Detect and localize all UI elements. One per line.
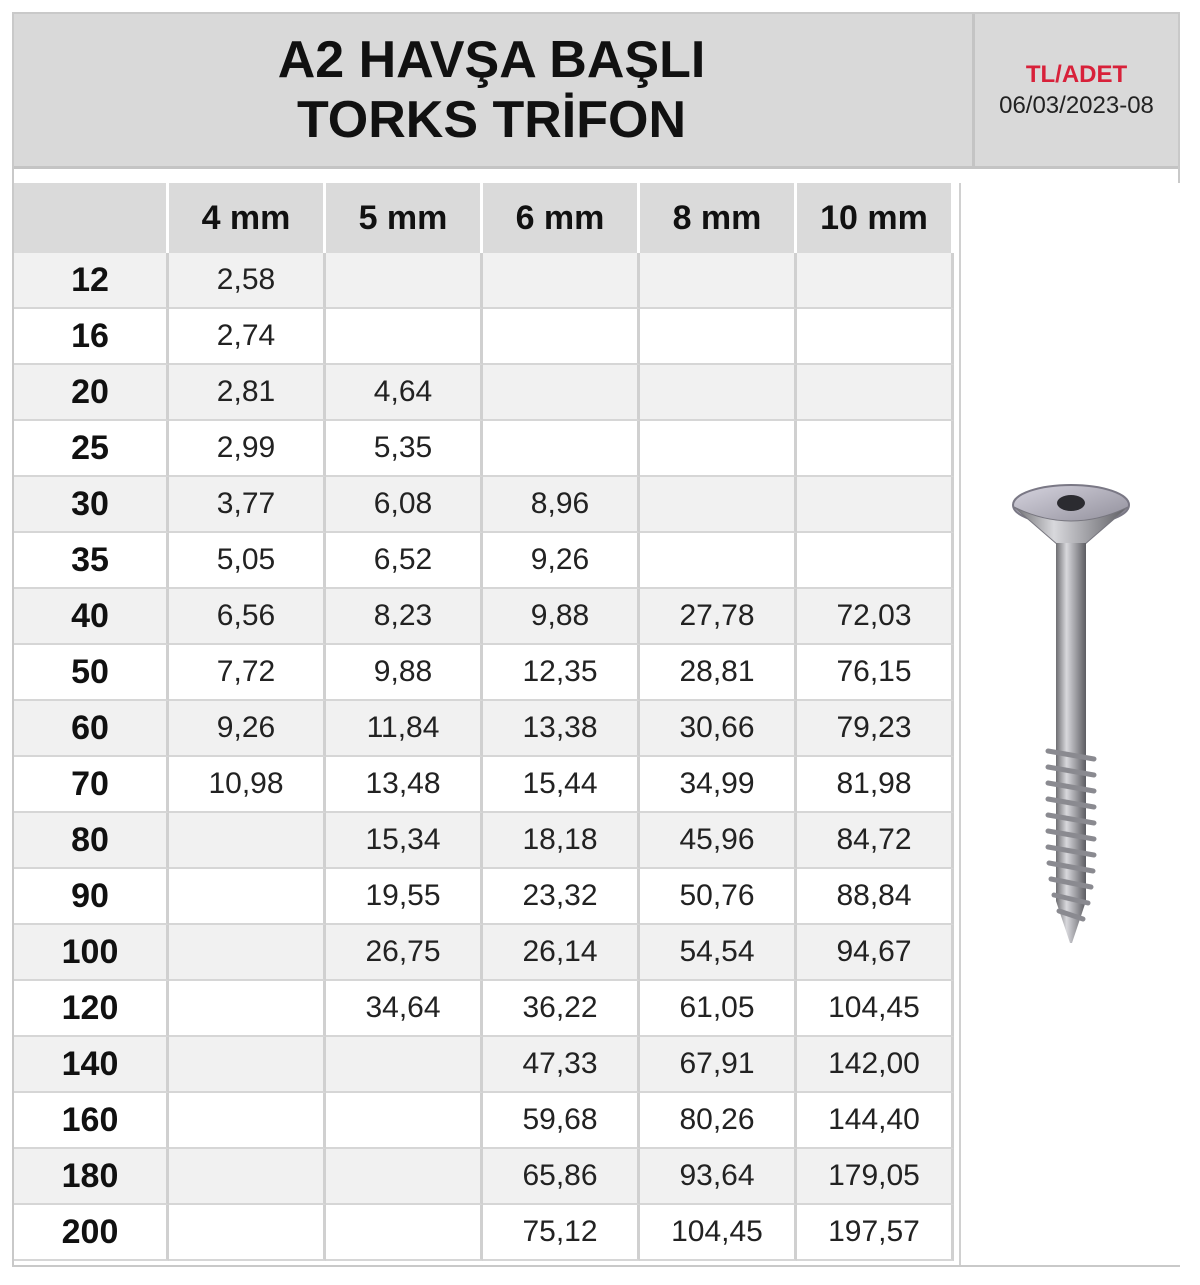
table-row [14,701,954,757]
price-cell: 142,00 [797,1037,954,1093]
price-cell [169,981,326,1037]
row-length-label: 20 [14,365,169,421]
table-row [14,645,954,701]
price-cell: 26,14 [483,925,640,981]
price-cell [169,1093,326,1149]
price-cell: 88,84 [797,869,954,925]
row-length-label: 70 [14,757,169,813]
price-cell [797,533,954,589]
price-cell: 5,05 [169,533,326,589]
table-row [14,757,954,813]
price-cell: 179,05 [797,1149,954,1205]
table-header-row [14,183,954,253]
title-block [14,14,969,166]
column-header-6mm: 6 mm [483,183,640,253]
price-cell: 104,45 [797,981,954,1037]
row-length-label: 40 [14,589,169,645]
row-length-label: 80 [14,813,169,869]
price-cell [797,477,954,533]
price-cell [326,1205,483,1261]
row-length-label: 90 [14,869,169,925]
date-label: 06/03/2023-08 [999,92,1154,119]
row-length-label: 60 [14,701,169,757]
row-length-label: 200 [14,1205,169,1261]
table-body [14,253,954,1261]
price-cell: 5,35 [326,421,483,477]
column-header-8mm: 8 mm [640,183,797,253]
price-cell: 61,05 [640,981,797,1037]
price-cell: 36,22 [483,981,640,1037]
price-cell [797,309,954,365]
price-cell [169,1205,326,1261]
price-cell: 8,96 [483,477,640,533]
table-row [14,925,954,981]
price-cell [640,309,797,365]
price-cell: 93,64 [640,1149,797,1205]
row-length-label: 180 [14,1149,169,1205]
price-cell: 18,18 [483,813,640,869]
price-cell: 94,67 [797,925,954,981]
title-line-1: A2 HAVŞA BAŞLI [277,31,706,89]
price-cell [326,1037,483,1093]
price-cell: 2,74 [169,309,326,365]
price-cell [797,421,954,477]
price-cell: 197,57 [797,1205,954,1261]
price-cell: 19,55 [326,869,483,925]
price-list-card [12,12,1180,1267]
price-cell: 76,15 [797,645,954,701]
price-cell: 2,58 [169,253,326,309]
table-row [14,477,954,533]
table-row [14,1037,954,1093]
table-row [14,309,954,365]
price-cell: 144,40 [797,1093,954,1149]
price-cell: 12,35 [483,645,640,701]
price-cell [640,421,797,477]
table-row [14,1093,954,1149]
table-row [14,589,954,645]
price-cell: 9,26 [483,533,640,589]
price-cell: 13,48 [326,757,483,813]
price-cell: 67,91 [640,1037,797,1093]
row-length-label: 50 [14,645,169,701]
price-cell: 30,66 [640,701,797,757]
price-cell: 84,72 [797,813,954,869]
price-cell: 23,32 [483,869,640,925]
price-cell [169,869,326,925]
title-line-2: TORKS TRİFON [296,91,687,149]
price-cell: 54,54 [640,925,797,981]
column-header-4mm: 4 mm [169,183,326,253]
price-cell [640,477,797,533]
price-cell: 2,99 [169,421,326,477]
unit-label: TL/ADET [1025,61,1128,88]
price-cell [640,253,797,309]
price-cell: 72,03 [797,589,954,645]
price-cell [797,253,954,309]
price-cell: 47,33 [483,1037,640,1093]
row-length-label: 100 [14,925,169,981]
price-cell: 79,23 [797,701,954,757]
table-row [14,365,954,421]
price-cell: 26,75 [326,925,483,981]
price-cell [640,365,797,421]
table-row [14,533,954,589]
price-cell: 34,64 [326,981,483,1037]
price-cell: 6,52 [326,533,483,589]
product-image-column [959,183,1180,1265]
price-cell [326,1149,483,1205]
column-header-5mm: 5 mm [326,183,483,253]
price-cell [483,365,640,421]
meta-block [972,14,1178,166]
price-cell: 7,72 [169,645,326,701]
table-row [14,1205,954,1261]
price-cell: 65,86 [483,1149,640,1205]
price-cell: 8,23 [326,589,483,645]
row-length-label: 12 [14,253,169,309]
row-length-label: 160 [14,1093,169,1149]
table-row [14,421,954,477]
row-length-label: 140 [14,1037,169,1093]
table-row [14,253,954,309]
row-length-label: 120 [14,981,169,1037]
price-table [14,183,954,1261]
price-cell [169,925,326,981]
header-corner-cell [14,183,169,253]
table-row [14,813,954,869]
table-row [14,1149,954,1205]
price-cell: 9,88 [326,645,483,701]
row-length-label: 35 [14,533,169,589]
price-cell: 104,45 [640,1205,797,1261]
price-cell [483,253,640,309]
table-row [14,869,954,925]
price-cell [169,1149,326,1205]
price-cell: 59,68 [483,1093,640,1149]
price-cell: 6,56 [169,589,326,645]
price-cell: 45,96 [640,813,797,869]
price-cell [169,1037,326,1093]
price-cell [640,533,797,589]
price-cell [326,1093,483,1149]
price-cell: 80,26 [640,1093,797,1149]
price-cell: 81,98 [797,757,954,813]
table-row [14,981,954,1037]
price-cell [483,421,640,477]
price-cell: 28,81 [640,645,797,701]
price-cell: 2,81 [169,365,326,421]
row-length-label: 30 [14,477,169,533]
price-cell: 15,34 [326,813,483,869]
price-cell: 11,84 [326,701,483,757]
header [14,14,1178,169]
price-cell [326,253,483,309]
price-cell: 15,44 [483,757,640,813]
price-cell: 6,08 [326,477,483,533]
price-cell: 75,12 [483,1205,640,1261]
row-length-label: 16 [14,309,169,365]
price-cell [169,813,326,869]
price-cell [797,365,954,421]
price-cell: 34,99 [640,757,797,813]
price-cell: 3,77 [169,477,326,533]
price-cell: 27,78 [640,589,797,645]
price-cell [483,309,640,365]
price-cell: 13,38 [483,701,640,757]
countersunk-torx-screw-icon [1006,483,1136,963]
price-cell: 4,64 [326,365,483,421]
price-cell: 10,98 [169,757,326,813]
row-length-label: 25 [14,421,169,477]
price-cell: 50,76 [640,869,797,925]
price-cell: 9,88 [483,589,640,645]
price-cell: 9,26 [169,701,326,757]
column-header-10mm: 10 mm [797,183,954,253]
price-cell [326,309,483,365]
